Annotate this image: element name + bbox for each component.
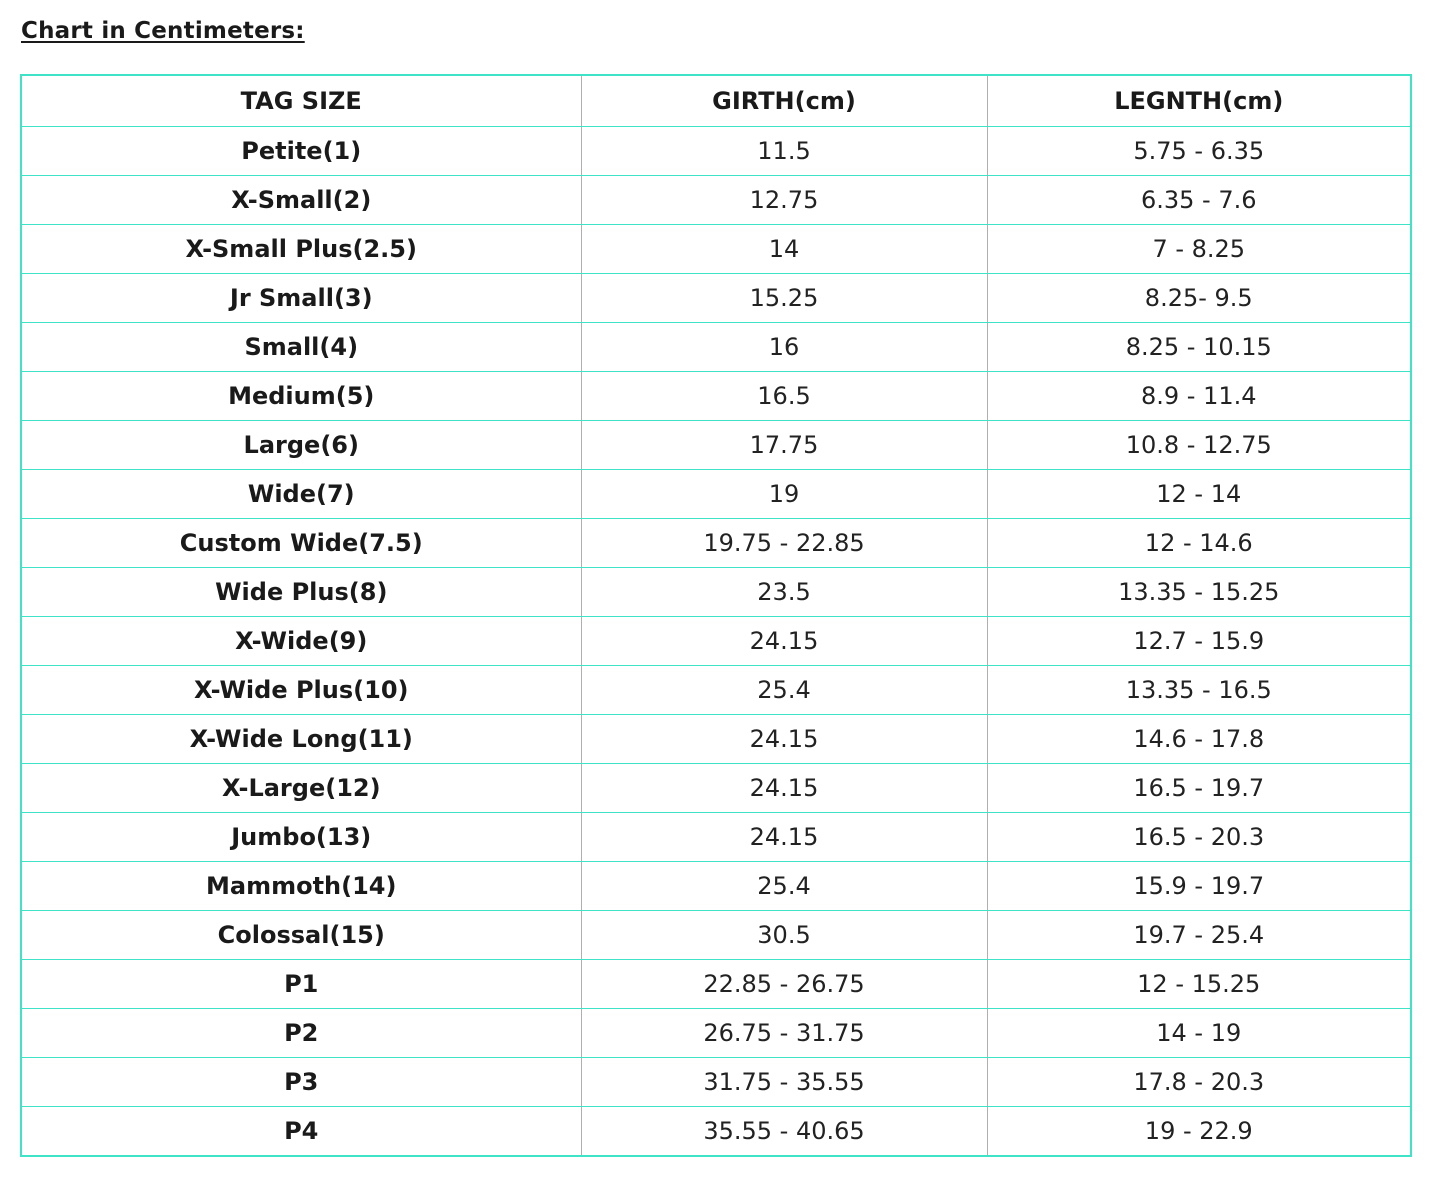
header-length: LEGNTH(cm) [987, 75, 1411, 127]
size-chart-table [20, 74, 1412, 1157]
tag-size-cell: Medium(5) [21, 372, 581, 421]
table-row [21, 568, 1411, 617]
girth-cell: 24.15 [581, 715, 987, 764]
length-cell: 16.5 - 20.3 [987, 813, 1411, 862]
girth-cell: 15.25 [581, 274, 987, 323]
tag-size-cell: P2 [21, 1009, 581, 1058]
length-cell: 6.35 - 7.6 [987, 176, 1411, 225]
table-row [21, 1107, 1411, 1157]
table-row [21, 372, 1411, 421]
tag-size-cell: Custom Wide(7.5) [21, 519, 581, 568]
girth-cell: 25.4 [581, 666, 987, 715]
table-row [21, 470, 1411, 519]
tag-size-cell: Colossal(15) [21, 911, 581, 960]
girth-cell: 11.5 [581, 127, 987, 176]
length-cell: 12.7 - 15.9 [987, 617, 1411, 666]
table-row [21, 127, 1411, 176]
tag-size-cell: X-Small Plus(2.5) [21, 225, 581, 274]
girth-cell: 16 [581, 323, 987, 372]
tag-size-cell: X-Wide(9) [21, 617, 581, 666]
table-row [21, 1009, 1411, 1058]
table-row [21, 666, 1411, 715]
length-cell: 12 - 14.6 [987, 519, 1411, 568]
length-cell: 14 - 19 [987, 1009, 1411, 1058]
table-row [21, 519, 1411, 568]
table-row [21, 617, 1411, 666]
length-cell: 13.35 - 15.25 [987, 568, 1411, 617]
girth-cell: 25.4 [581, 862, 987, 911]
tag-size-cell: X-Wide Plus(10) [21, 666, 581, 715]
tag-size-cell: Wide Plus(8) [21, 568, 581, 617]
length-cell: 12 - 15.25 [987, 960, 1411, 1009]
girth-cell: 14 [581, 225, 987, 274]
length-cell: 19.7 - 25.4 [987, 911, 1411, 960]
length-cell: 8.25 - 10.15 [987, 323, 1411, 372]
tag-size-cell: Petite(1) [21, 127, 581, 176]
table-row [21, 764, 1411, 813]
girth-cell: 24.15 [581, 617, 987, 666]
girth-cell: 19 [581, 470, 987, 519]
length-cell: 8.9 - 11.4 [987, 372, 1411, 421]
length-cell: 13.35 - 16.5 [987, 666, 1411, 715]
girth-cell: 30.5 [581, 911, 987, 960]
tag-size-cell: P1 [21, 960, 581, 1009]
length-cell: 12 - 14 [987, 470, 1411, 519]
header-tag-size: TAG SIZE [21, 75, 581, 127]
girth-cell: 24.15 [581, 764, 987, 813]
table-header-row [21, 75, 1411, 127]
girth-cell: 26.75 - 31.75 [581, 1009, 987, 1058]
tag-size-cell: Jumbo(13) [21, 813, 581, 862]
header-girth: GIRTH(cm) [581, 75, 987, 127]
table-row [21, 274, 1411, 323]
table-row [21, 421, 1411, 470]
length-cell: 17.8 - 20.3 [987, 1058, 1411, 1107]
girth-cell: 23.5 [581, 568, 987, 617]
tag-size-cell: Wide(7) [21, 470, 581, 519]
tag-size-cell: Mammoth(14) [21, 862, 581, 911]
table-row [21, 813, 1411, 862]
length-cell: 19 - 22.9 [987, 1107, 1411, 1157]
girth-cell: 24.15 [581, 813, 987, 862]
page-title: Chart in Centimeters: [21, 18, 305, 44]
table-row [21, 225, 1411, 274]
table-row [21, 715, 1411, 764]
tag-size-cell: Small(4) [21, 323, 581, 372]
girth-cell: 12.75 [581, 176, 987, 225]
length-cell: 8.25- 9.5 [987, 274, 1411, 323]
table-row [21, 960, 1411, 1009]
table-row [21, 323, 1411, 372]
girth-cell: 19.75 - 22.85 [581, 519, 987, 568]
tag-size-cell: X-Wide Long(11) [21, 715, 581, 764]
length-cell: 15.9 - 19.7 [987, 862, 1411, 911]
tag-size-cell: Large(6) [21, 421, 581, 470]
table-row [21, 1058, 1411, 1107]
tag-size-cell: Jr Small(3) [21, 274, 581, 323]
table-row [21, 862, 1411, 911]
girth-cell: 17.75 [581, 421, 987, 470]
tag-size-cell: X-Large(12) [21, 764, 581, 813]
girth-cell: 35.55 - 40.65 [581, 1107, 987, 1157]
table-body [21, 127, 1411, 1157]
length-cell: 14.6 - 17.8 [987, 715, 1411, 764]
girth-cell: 31.75 - 35.55 [581, 1058, 987, 1107]
length-cell: 7 - 8.25 [987, 225, 1411, 274]
tag-size-cell: P4 [21, 1107, 581, 1157]
table-row [21, 911, 1411, 960]
length-cell: 10.8 - 12.75 [987, 421, 1411, 470]
tag-size-cell: P3 [21, 1058, 581, 1107]
tag-size-cell: X-Small(2) [21, 176, 581, 225]
girth-cell: 22.85 - 26.75 [581, 960, 987, 1009]
girth-cell: 16.5 [581, 372, 987, 421]
table-row [21, 176, 1411, 225]
length-cell: 5.75 - 6.35 [987, 127, 1411, 176]
length-cell: 16.5 - 19.7 [987, 764, 1411, 813]
